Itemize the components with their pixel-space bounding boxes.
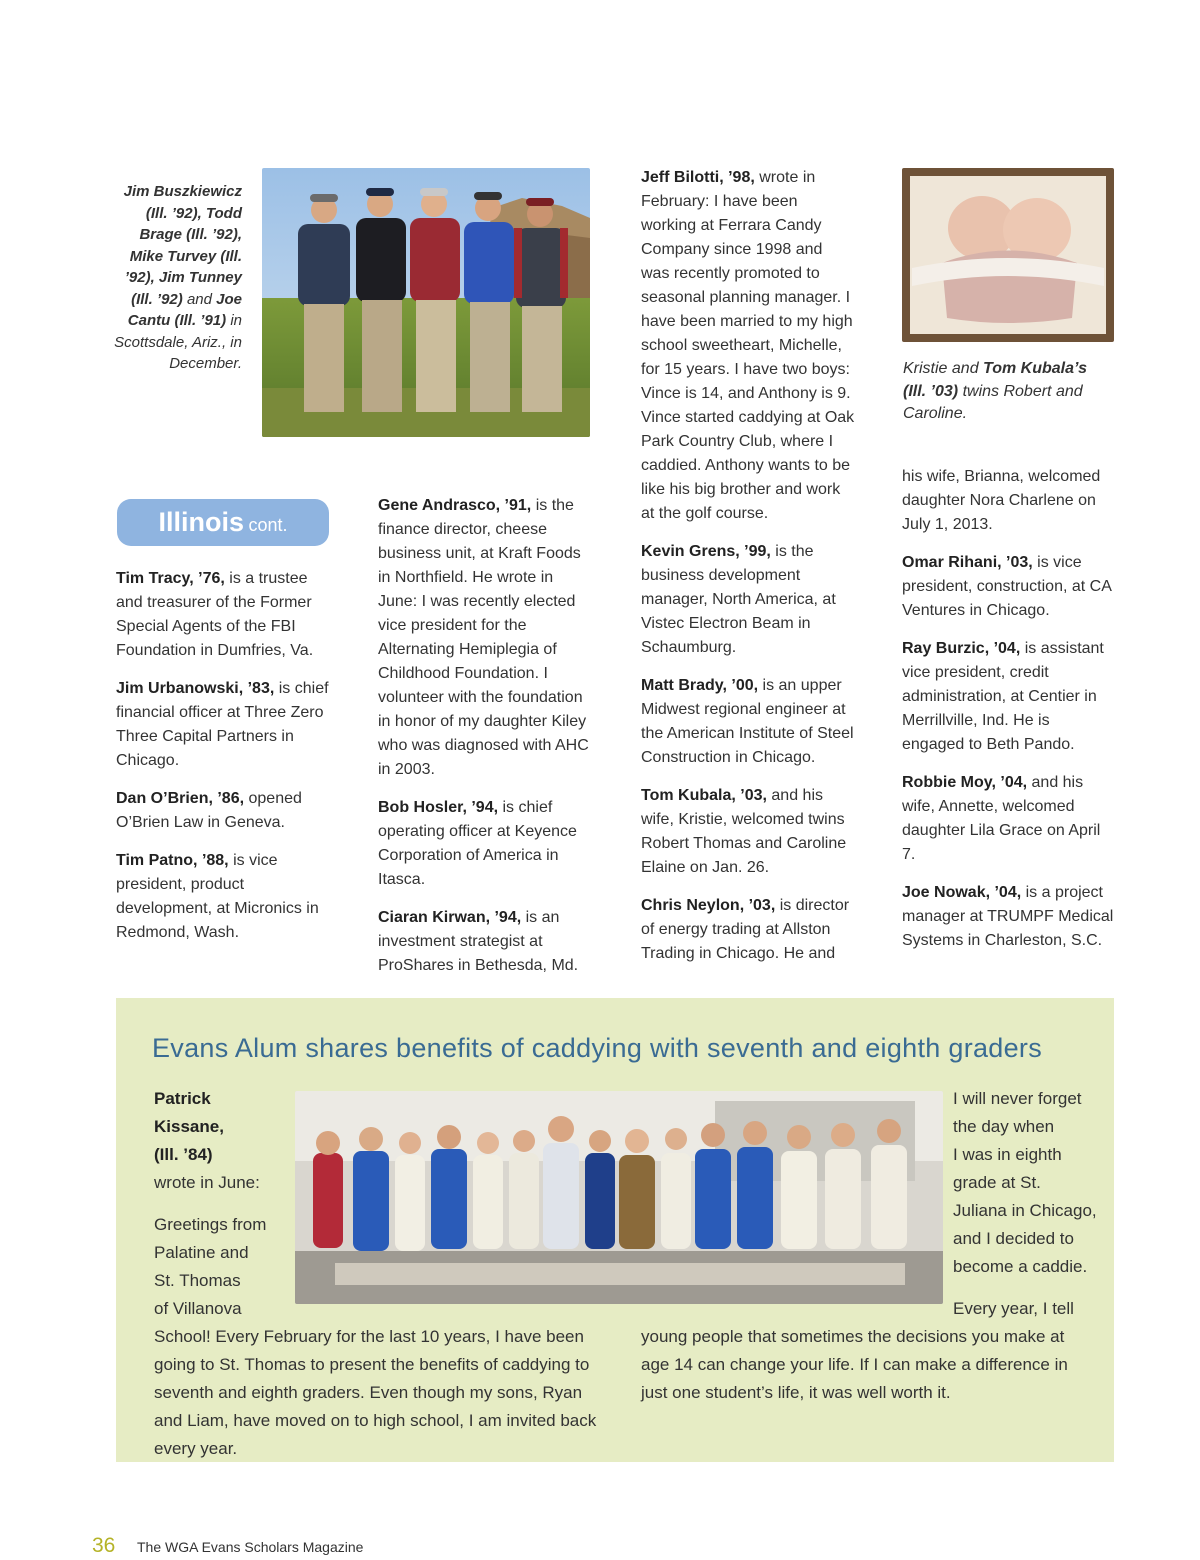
caption-names: Joe Cantu (Ill. ’91) xyxy=(127,290,242,329)
body-line: and I decided to xyxy=(953,1229,1074,1248)
news-entry xyxy=(378,796,596,892)
entry-name: Tom Kubala, ’03, xyxy=(641,787,767,804)
news-entry xyxy=(641,166,855,526)
caption-text: Kristie and xyxy=(903,360,979,377)
news-entry xyxy=(641,784,855,880)
entry-text: is the finance director, cheese business unit, at Kraft Foods in Northfield. He wrote in June: I was recently elected vice president for the Alternating Hemiplegia of Childhood Foundation. I volunteer with the foundation in honor of my daughter Kiley who was diagnosed with AHC in 2003. xyxy=(378,497,589,778)
body-line: Palatine and xyxy=(154,1243,249,1262)
entry-text: is the business development manager, North America, at Vistec Electron Beam in Schaumburg. xyxy=(641,543,836,656)
caption-text: in Scottsdale, Ariz., in December. xyxy=(114,312,242,372)
entry-name: Tim Tracy, ’76, xyxy=(116,570,225,587)
caption-text: twins Robert and Caroline. xyxy=(903,382,1083,422)
twins-photo-caption xyxy=(903,358,1108,426)
entry-name: Jim Urbanowski, ’83, xyxy=(116,680,275,697)
news-entry xyxy=(116,567,334,663)
news-entry xyxy=(902,637,1116,757)
news-entry xyxy=(902,881,1116,953)
entry-text: opened O’Brien Law in Geneva. xyxy=(116,790,302,831)
caption-names: Tom Kubala’s (Ill. ’03) xyxy=(903,360,1088,400)
news-entry xyxy=(378,906,596,978)
entry-text: wrote in February: I have been working at Ferrara Candy Company since 1998 and was recently promoted to seasonal planning manager. I have been married to my high school sweetheart, Michelle, for 15 years. I have two boys: Vince is 14, and Anthony is 9. Vince started caddying at Oak Park Country Club, where I caddied. Anthony wants to be like his big brother and work at the golf course. xyxy=(641,169,855,522)
body-line: grade at St. xyxy=(953,1173,1041,1192)
news-entry xyxy=(902,551,1116,623)
entry-name: Matt Brady, ’00, xyxy=(641,677,759,694)
section-tab-suffix: cont. xyxy=(248,515,288,535)
column-2 xyxy=(378,494,596,992)
classroom-photo xyxy=(295,1091,943,1304)
body-line: of Villanova xyxy=(154,1299,242,1318)
entry-text: is director of energy trading at Allston Trading in Chicago. He and xyxy=(641,897,850,962)
section-tab-title: Illinois xyxy=(158,507,245,537)
entry-name: Omar Rihani, ’03, xyxy=(902,554,1033,571)
entry-name: Ray Burzic, ’04, xyxy=(902,640,1021,657)
news-entry xyxy=(641,674,855,770)
entry-text: is a project manager at TRUMPF Medical Systems in Charleston, S.C. xyxy=(902,884,1114,949)
twins-photo xyxy=(902,168,1114,342)
news-entry xyxy=(116,677,334,773)
body-line: the day when xyxy=(953,1117,1055,1136)
magazine-title: The WGA Evans Scholars Magazine xyxy=(137,1539,364,1555)
column-3 xyxy=(641,166,855,980)
body-line: Greetings from xyxy=(154,1215,267,1234)
page-number: 36 xyxy=(92,1534,116,1557)
news-entry xyxy=(641,540,855,660)
wrote-line: wrote in June: xyxy=(154,1173,260,1192)
entry-text: is an investment strategist at ProShares in Bethesda, Md. xyxy=(378,909,579,974)
entry-text: and his wife, Kristie, welcomed twins Robert Thomas and Caroline Elaine on Jan. 26. xyxy=(641,787,847,876)
news-entry xyxy=(378,494,596,782)
entry-name: Kevin Grens, ’99, xyxy=(641,543,771,560)
body-line: I will never forget xyxy=(953,1089,1082,1108)
entry-name: Ciaran Kirwan, ’94, xyxy=(378,909,522,926)
entry-text: and his wife, Annette, welcomed daughter Lila Grace on April 7. xyxy=(902,774,1101,863)
news-entry xyxy=(116,787,334,835)
entry-text: is vice president, construction, at CA Ventures in Chicago. xyxy=(902,554,1111,619)
news-entry xyxy=(902,771,1116,867)
sidebar-author xyxy=(154,1085,294,1323)
column-1 xyxy=(116,567,334,959)
author-line: Kissane, xyxy=(154,1117,224,1136)
news-entry xyxy=(116,849,334,945)
entry-name: Chris Neylon, ’03, xyxy=(641,897,776,914)
sidebar-body-left: School! Every February for the last 10 years, I have been going to St. Thomas to present the benefits of caddying to seventh and eighth graders. Even though my sons, Ryan and Liam, have moved on to high school, I am invited back every year. xyxy=(154,1327,597,1458)
news-entry xyxy=(641,894,855,966)
entry-name: Joe Nowak, ’04, xyxy=(902,884,1022,901)
body-line: Every year, I tell xyxy=(953,1299,1074,1318)
entry-text: is assistant vice president, credit administration, at Centier in Merrillville, Ind. He is engaged to Beth Pando. xyxy=(902,640,1104,753)
golf-photo-caption xyxy=(105,181,242,375)
entry-text: is chief financial officer at Three Zero Three Capital Partners in Chicago. xyxy=(116,680,329,769)
entry-name: Bob Hosler, ’94, xyxy=(378,799,499,816)
entry-text: is a trustee and treasurer of the Former Special Agents of the FBI Foundation in Dumfries, Va. xyxy=(116,570,314,659)
entry-name: Jeff Bilotti, ’98, xyxy=(641,169,755,186)
body-line: St. Thomas xyxy=(154,1271,241,1290)
caption-names: Jim Buszkiewicz (Ill. ’92), Todd Brage (Ill. ’92), Mike Turvey (Ill. ’92), Jim Tunney (Ill. ’92) xyxy=(123,183,242,308)
entry-name: Robbie Moy, ’04, xyxy=(902,774,1028,791)
entry-name: Dan O’Brien, ’86, xyxy=(116,790,245,807)
body-line: I was in eighth xyxy=(953,1145,1062,1164)
section-tab xyxy=(117,499,329,546)
entry-text: is vice president, product development, at Micronics in Redmond, Wash. xyxy=(116,852,319,941)
body-line: Juliana in Chicago, xyxy=(953,1201,1097,1220)
entry-text: is an upper Midwest regional engineer at the American Institute of Steel Construction in Chicago. xyxy=(641,677,854,766)
entry-text: is chief operating officer at Keyence Corporation of America in Itasca. xyxy=(378,799,577,888)
entry-name: Gene Andrasco, ’91, xyxy=(378,497,532,514)
news-entry xyxy=(902,465,1116,537)
body-line: become a caddie. xyxy=(953,1257,1088,1276)
entry-text: his wife, Brianna, welcomed daughter Nora Charlene on July 1, 2013. xyxy=(902,468,1101,533)
sidebar-title: Evans Alum shares benefits of caddying with seventh and eighth graders xyxy=(152,1033,1043,1063)
author-line: (Ill. ’84) xyxy=(154,1145,213,1164)
sidebar-body-right: young people that sometimes the decisions you make at age 14 can change your life. If I can make a difference in just one student’s life, it was well worth it. xyxy=(641,1327,1068,1402)
sidebar-right-lines xyxy=(953,1085,1103,1323)
golf-group-photo xyxy=(262,168,590,437)
entry-name: Tim Patno, ’88, xyxy=(116,852,229,869)
author-line: Patrick xyxy=(154,1089,211,1108)
caption-text: and xyxy=(186,290,212,308)
column-4 xyxy=(902,465,1116,967)
